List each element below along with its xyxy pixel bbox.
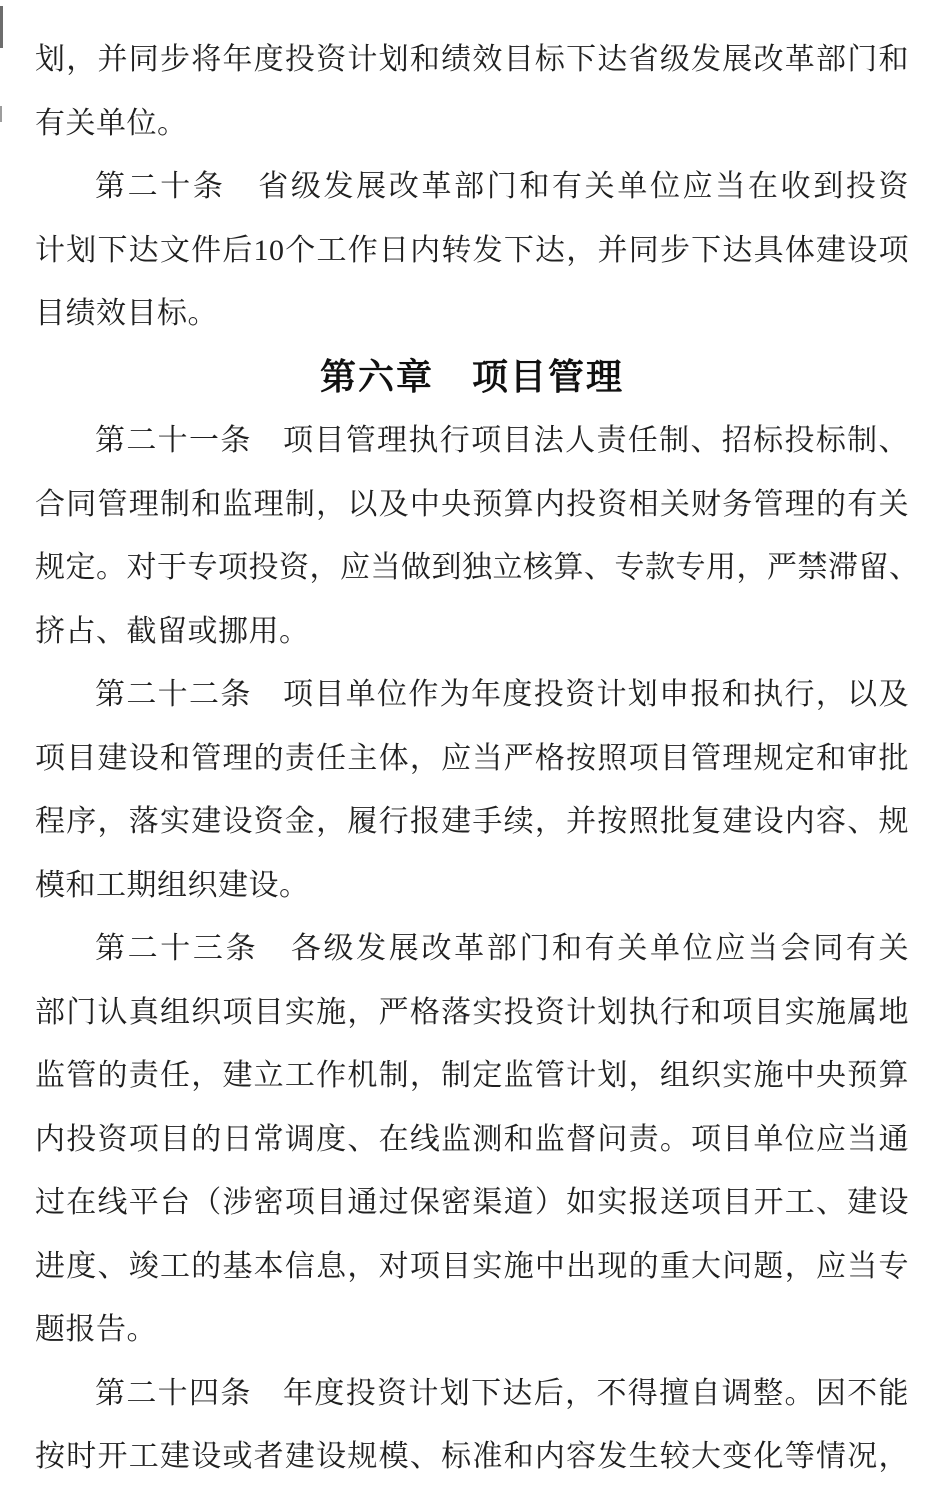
scan-edge-artifact [0,106,2,122]
text-line: 监管的责任，建立工作机制，制定监管计划，组织实施中央预算 [35,1059,909,1092]
text-line: 目绩效目标。 [35,297,218,330]
text-line: 计划下达文件后10个工作日内转发下达，并同步下达具体建设项 [35,233,909,267]
text-line: 有关单位。 [35,106,188,140]
scan-edge-artifact [0,6,3,48]
article-22-line: 第二十二条 项目单位作为年度投资计划申报和执行，以及 [95,678,909,711]
text-line: 部门认真组织项目实施，严格落实投资计划执行和项目实施属地 [35,995,909,1029]
text-line: 程序，落实建设资金，履行报建手续，并按照批复建设内容、规 [35,805,909,838]
text-line: 项目建设和管理的责任主体，应当严格按照项目管理规定和审批 [35,741,909,775]
article-23-line: 第二十三条 各级发展改革部门和有关单位应当会同有关 [95,932,909,965]
text-line: 进度、竣工的基本信息，对项目实施中出现的重大问题，应当专 [35,1249,909,1283]
article-21-line: 第二十一条 项目管理执行项目法人责任制、招标投标制、 [95,424,909,457]
text-line: 挤占、截留或挪用。 [35,614,310,648]
text-line: 过在线平台（涉密项目通过保密渠道）如实报送项目开工、建设 [35,1186,909,1219]
text-line: 合同管理制和监理制，以及中央预算内投资相关财务管理的有关 [35,487,909,521]
article-24-line: 第二十四条 年度投资计划下达后，不得擅自调整。因不能 [95,1376,909,1410]
text-line: 按时开工建设或者建设规模、标准和内容发生较大变化等情况， [35,1440,909,1473]
article-20-line: 第二十条 省级发展改革部门和有关单位应当在收到投资 [95,170,909,203]
text-line: 规定。对于专项投资，应当做到独立核算、专款专用，严禁滞留、 [35,551,920,584]
text-line: 划，并同步将年度投资计划和绩效目标下达省级发展改革部门和 [35,43,909,76]
text-line: 内投资项目的日常调度、在线监测和监督问责。项目单位应当通 [35,1122,909,1156]
chapter-heading: 第六章 项目管理 [319,356,624,398]
text-line: 模和工期组织建设。 [35,868,310,902]
text-line: 题报告。 [35,1313,157,1346]
